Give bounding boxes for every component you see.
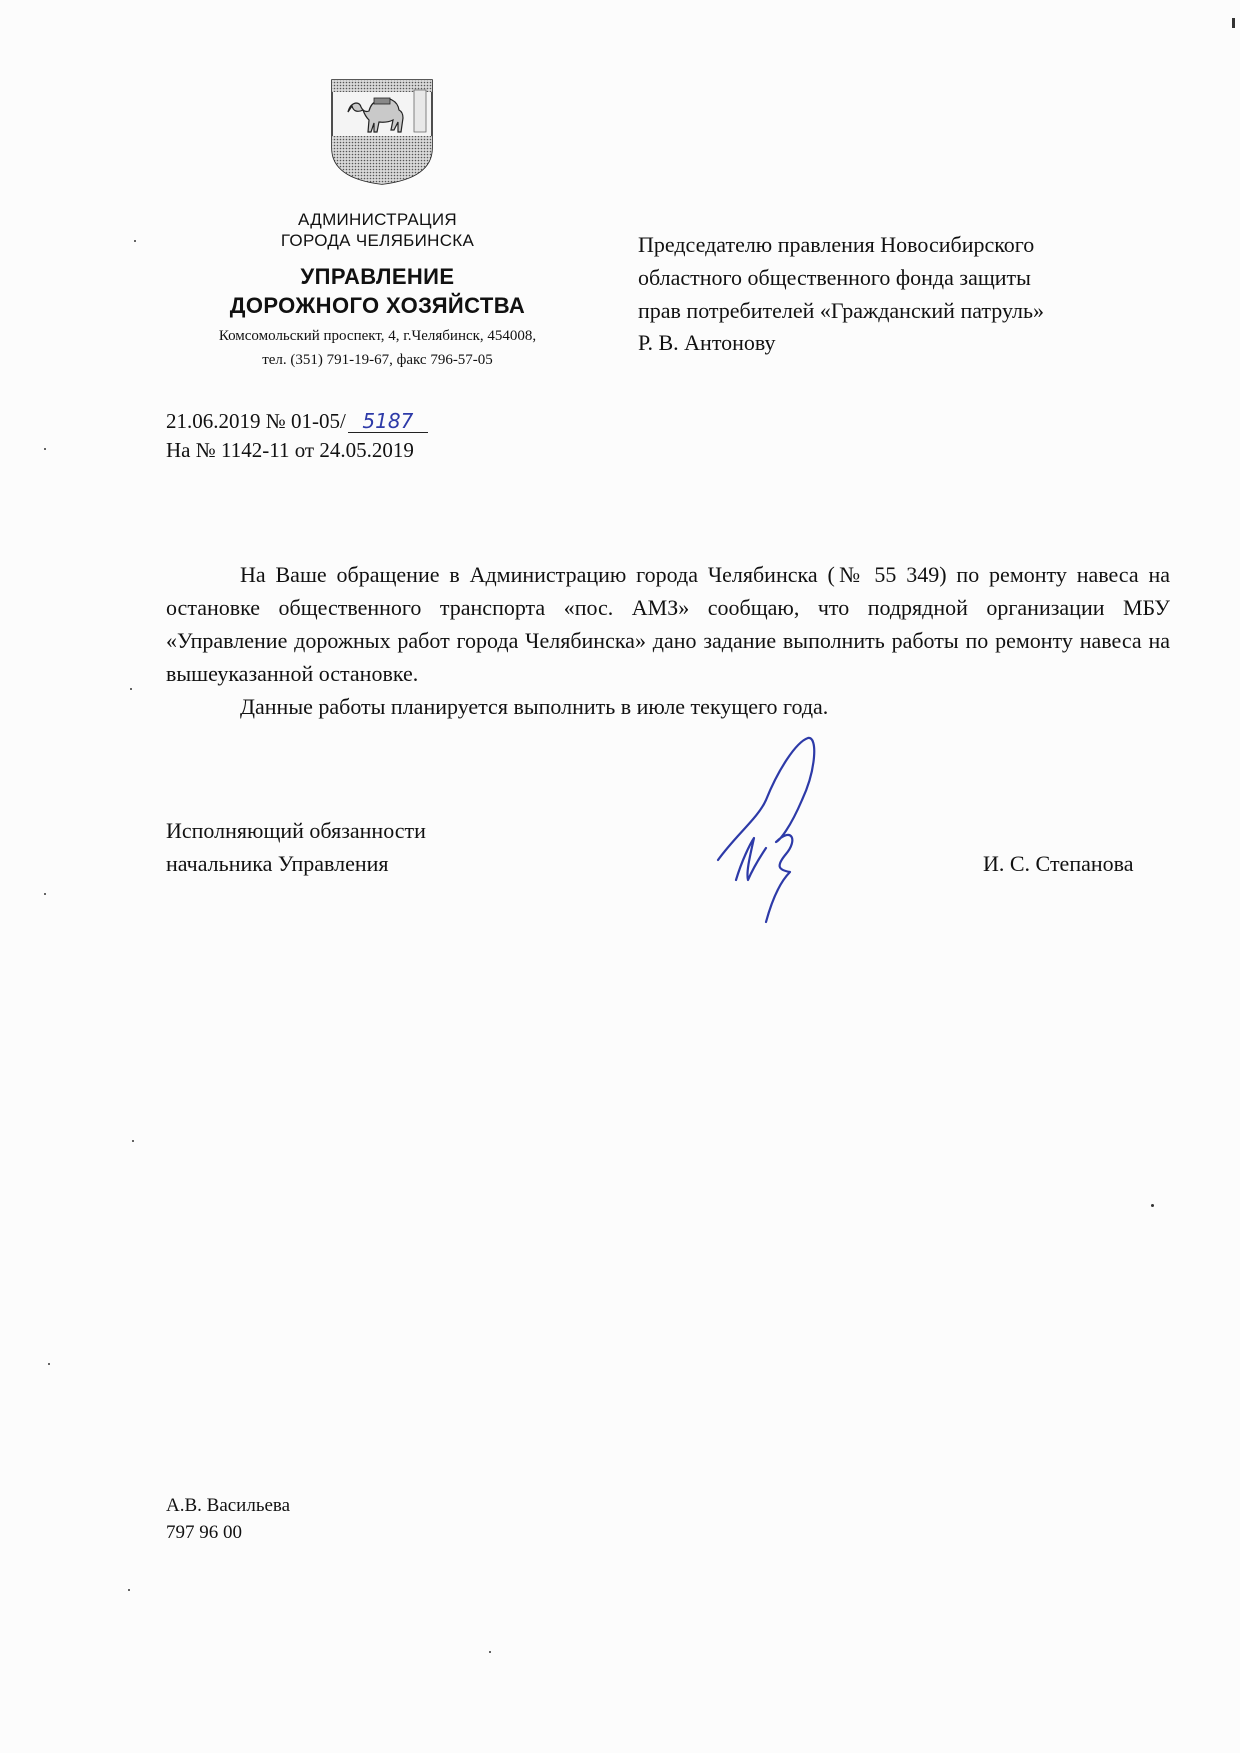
scan-edge-mark (1232, 18, 1235, 28)
outgoing-reference-prefix: 21.06.2019 № 01-05/ (166, 409, 346, 433)
coat-of-arms-emblem (330, 78, 434, 186)
scan-speck (130, 688, 132, 690)
department-title-line1: УПРАВЛЕНИЕ (300, 264, 455, 289)
department-contacts: тел. (351) 791-19-67, факс 796-57-05 (262, 352, 493, 368)
scan-speck (489, 1651, 491, 1653)
recipient-line2: областного общественного фонда защиты (638, 265, 1031, 290)
scan-speck (1151, 1204, 1154, 1207)
handwritten-signature (706, 730, 840, 930)
scan-speck (44, 893, 46, 895)
scan-speck (44, 448, 46, 450)
administration-title-line2: ГОРОДА ЧЕЛЯБИНСКА (280, 231, 475, 250)
body-paragraph-2: Данные работы планируется выполнить в июле текущего года. (240, 694, 829, 719)
recipient-line1: Председателю правления Новосибирского (638, 232, 1035, 257)
scan-speck (134, 240, 136, 242)
body-paragraph-1: На Ваше обращение в Администрацию города Челябинска (№ 55 349) по ремонту навеса на остановке общественного транспорта «пос. АМЗ» сообщаю, что подрядной организации МБУ «Управление дорожных работ города Челябинска» дано задание выполнить работы по ремонту навеса на вышеуказанной остановке. (166, 562, 1170, 686)
administration-title-line1: АДМИНИСТРАЦИЯ (298, 210, 457, 229)
scan-speck (132, 1140, 134, 1142)
signer-position-line1: Исполняющий обязанности (166, 818, 426, 843)
department-address: Комсомольский проспект, 4, г.Челябинск, 454008, (218, 328, 537, 344)
executor-phone: 797 96 00 (166, 1522, 242, 1543)
recipient-line3: прав потребителей «Гражданский патруль» (638, 298, 1045, 323)
letter-body (166, 558, 1170, 723)
signer-position-line2: начальника Управления (166, 851, 389, 876)
department-title-line2: ДОРОЖНОГО ХОЗЯЙСТВА (229, 293, 526, 318)
incoming-reference: На № 1142-11 от 24.05.2019 (166, 438, 414, 462)
outgoing-registration-number: 5187 (348, 410, 428, 433)
outgoing-reference (166, 409, 428, 434)
scan-speck (128, 1589, 130, 1591)
scan-speck (48, 1363, 50, 1365)
signer-name: И. С. Степанова (983, 851, 1134, 876)
recipient-name: Р. В. Антонову (638, 330, 776, 355)
executor-name: А.В. Васильева (166, 1495, 291, 1516)
